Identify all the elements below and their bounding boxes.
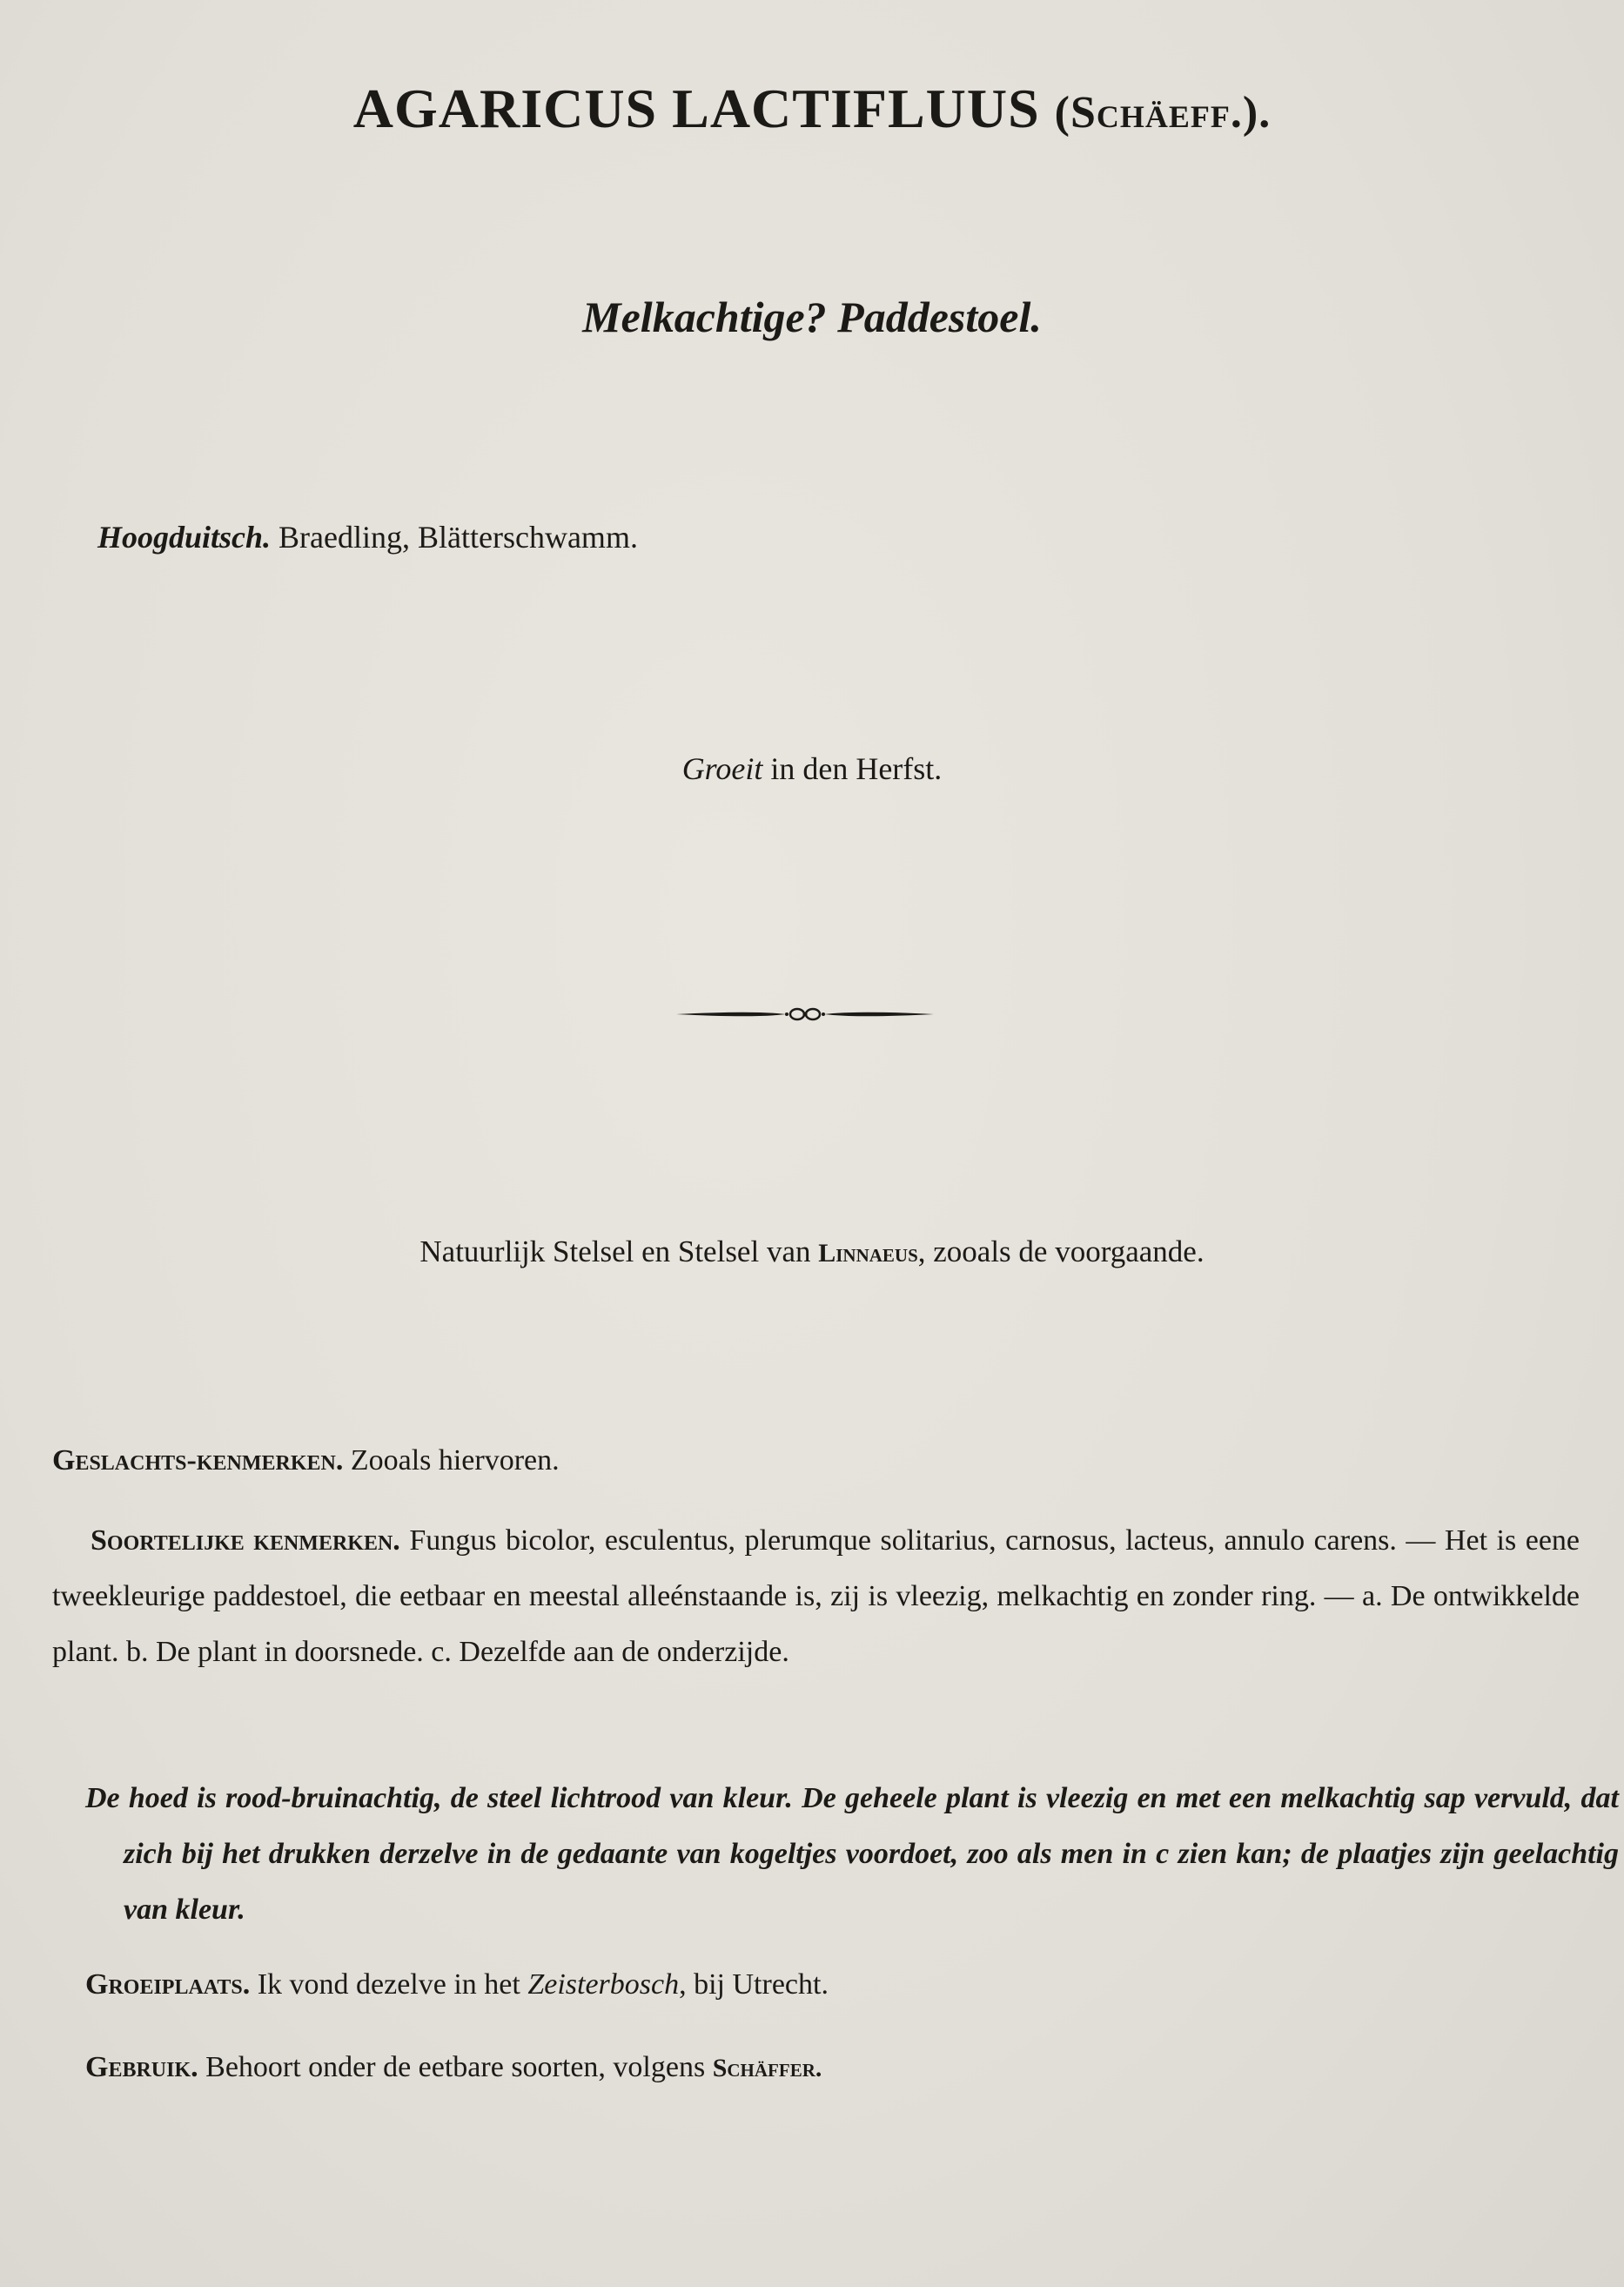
- classification-author: Linnaeus: [818, 1239, 918, 1268]
- species-characteristics: [52, 1513, 1580, 1680]
- genus-label: Geslachts-kenmerken.: [52, 1444, 344, 1476]
- german-name-label: Hoogduitsch.: [97, 520, 272, 555]
- classification-text-before: Natuurlijk Stelsel en Stelsel van: [419, 1234, 811, 1268]
- classification-line: [0, 1234, 1624, 1269]
- habitat-place: Zeisterbosch: [527, 1968, 680, 2001]
- usage-line: [85, 2040, 1580, 2096]
- classification-text-after: , zooals de voorgaande.: [917, 1234, 1205, 1268]
- species-name: AGARICUS LACTIFLUUS: [352, 77, 1040, 139]
- german-name-line: [97, 519, 638, 555]
- ornament-divider-icon: [674, 1001, 936, 1027]
- genus-characteristics: [52, 1433, 1580, 1489]
- usage-text: Behoort onder de eetbare soorten, volgens: [205, 2051, 706, 2083]
- usage-label: Gebruik.: [85, 2051, 198, 2083]
- species-text: Fungus bicolor, esculentus, plerumque solitarius, carnosus, lacteus, annulo carens. — Het is eene tweekleurige paddestoel, die eetbaar en meestal alleénstaande is, zij is vleezig, melkachtig en zonder ring. — a. De ontwikkelde plant. b. De plant in doorsnede. c. Dezelfde aan de onderzijde.: [52, 1524, 1580, 1668]
- german-name-value: Braedling, Blätterschwamm.: [278, 520, 638, 555]
- page-title: [0, 77, 1624, 141]
- season-value: in den Herfst.: [770, 751, 943, 786]
- species-label: Soortelijke kenmerken.: [91, 1524, 400, 1557]
- habitat-text-after: , bij Utrecht.: [679, 1968, 829, 2001]
- usage-author: Schäffer.: [712, 2054, 822, 2082]
- habitat-label: Groeiplaats.: [85, 1968, 251, 2001]
- season-line: [0, 750, 1624, 787]
- habitat-text-before: Ik vond dezelve in het: [257, 1968, 520, 2001]
- genus-text: Zooals hiervoren.: [350, 1444, 560, 1476]
- habitat-line: [85, 1957, 1580, 2013]
- dutch-common-name: Melkachtige? Paddestoel.: [582, 293, 1042, 341]
- plant-description: De hoed is rood-bruinachtig, de steel lichtrood van kleur. De geheele plant is vleezig en met een melkachtig sap vervuld, dat zich bij het drukken derzelve in de gedaante van kogeltjes voordoet, zoo als men in c zien kan; de plaatjes zijn geelachtig van kleur.: [85, 1782, 1619, 1926]
- season-label: Groeit: [681, 751, 763, 786]
- species-author: (Schäeff.).: [1054, 88, 1272, 138]
